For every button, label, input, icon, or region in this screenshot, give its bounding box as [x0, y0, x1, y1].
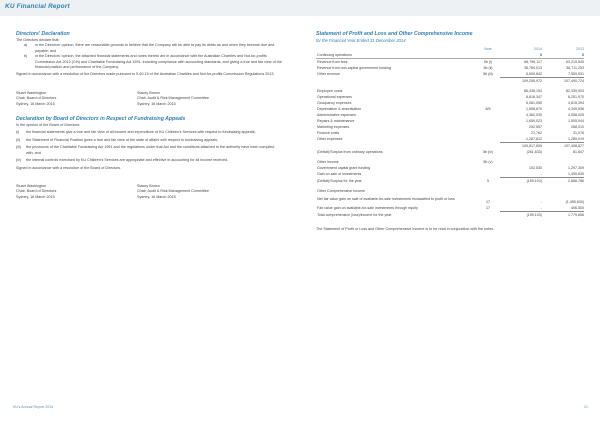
signatory-name: Stacey Brown — [137, 183, 160, 188]
declaration-item — [24, 54, 282, 70]
signatory — [16, 91, 137, 107]
row-label: Fair value gain on available-for-sale investments through equity — [317, 206, 418, 211]
right-column — [316, 31, 586, 232]
declaration-item-text: the Statement of Financial Position gives a true and fair view of the state of affairs with respect to fundraising appeals; — [26, 137, 218, 142]
row-label: Repairs & maintenance — [317, 119, 355, 123]
left-column — [16, 31, 282, 200]
directors-declaration-heading: Directors' Declaration — [16, 31, 70, 37]
table-row — [316, 194, 584, 205]
value-2013: 1,779,656 — [542, 212, 584, 219]
declaration-item — [16, 145, 282, 156]
declaration-item-text: the internal controls exercised by KU Children's Services are appropriate and effective in accounting for all income received. — [26, 158, 229, 163]
declaration-item-label: (ii) — [16, 137, 21, 142]
year-2013-column-header: 2013 — [576, 47, 584, 51]
note-column-header: Note — [484, 47, 492, 51]
declaration-item — [16, 158, 282, 163]
value-2013: (1,495,630) — [565, 199, 584, 204]
value-2013: 82,339,903 — [566, 89, 584, 93]
signatory — [137, 184, 277, 200]
value-2014: 5,690,842 — [526, 72, 542, 76]
value-2014: 66,796,117 — [524, 60, 542, 64]
row-label: Total comprehensive (loss)/income for the year — [317, 212, 392, 217]
row-label: (Deficit)/Surplus for the year — [317, 178, 362, 183]
value-2014: 102,530 — [529, 166, 542, 170]
row-label: Revenue from non-capital government funding — [317, 66, 391, 70]
declaration-item-label: (i) — [16, 130, 20, 135]
value-2013: 2,868,786 — [542, 178, 584, 185]
signatory-place-date: Sydney, 16 March 2015 — [16, 101, 55, 106]
row-label: Net fair value gain on sale of available-for-sale investments reclassified to profit or loss — [317, 196, 455, 201]
value-2013: 1,495,630 — [568, 172, 584, 176]
statement-subheading: for the Financial Year Ended 31 December 2014 — [316, 38, 406, 43]
row-label: Administrative expenses — [317, 113, 356, 117]
row-label: Operational expenses — [317, 95, 352, 99]
signatory-place-date: Sydney, 16 March 2015 — [16, 194, 55, 199]
revenue-total-2014: 109,255,972 — [500, 78, 542, 85]
value-2014: (159,103) — [500, 178, 542, 185]
value-2013: 7,559,931 — [568, 72, 584, 76]
row-label: Revenue from fees — [317, 60, 348, 64]
signatory-place-date: Sydney, 16 March 2015 — [137, 194, 176, 199]
currency-2014: $ — [500, 52, 542, 59]
fundraising-signoffs — [16, 184, 282, 200]
total-comprehensive-row — [316, 212, 584, 219]
row-note: 5b (iii) — [483, 72, 493, 77]
row-note: 17 — [486, 206, 490, 211]
directors-declaration-intro: The Directors declare that: — [16, 38, 60, 42]
declaration-item-label: (iv) — [16, 158, 22, 163]
value-2013: 4,815,394 — [568, 101, 584, 105]
signatory — [16, 184, 137, 200]
value-2013: 63,219,540 — [566, 60, 584, 64]
directors-signoffs — [16, 91, 282, 107]
row-label: Marketing expenses — [317, 125, 350, 129]
row-label: Depreciation & amortisation — [317, 107, 362, 111]
row-note: 17 — [486, 199, 490, 204]
value-2013: 406,500 — [571, 206, 584, 210]
row-note: 5 — [487, 178, 489, 183]
value-2013: 8,251,970 — [568, 95, 584, 99]
signatory-role: Chair, Audit & Risk Management Committee — [137, 96, 209, 101]
declaration-item-text: the financial statements give a true and fair view of all income and expenditure of KU Children's Services with respect to fundraising appeals; — [26, 130, 256, 135]
declaration-item — [24, 43, 282, 54]
signatory-role: Chair, Board of Directors — [16, 189, 57, 194]
signatory-role: Chair, Board of Directors — [16, 96, 57, 101]
value-2014: 1,659,023 — [526, 119, 542, 123]
row-note: 5b (ii) — [483, 66, 493, 70]
currency-2013: $ — [542, 52, 584, 59]
footer-report-name: KU's Annual Report 2014 — [13, 405, 54, 409]
report-title: KU Financial Report — [5, 3, 70, 10]
value-2014: 5,081,050 — [526, 101, 542, 105]
declaration-item — [16, 130, 282, 135]
row-label: Gain on sale of investments — [317, 172, 362, 177]
value-2013: 81,847 — [573, 150, 584, 154]
row-label: Other Income — [317, 160, 339, 164]
value-2014: 1,558,670 — [526, 107, 542, 111]
value-2013: 4,349,536 — [568, 107, 584, 111]
declaration-item-text: the provisions of the Charitable Fundraising Act 1991 and the regulations under that Act and the conditions attached to the authority have been complied with; and — [26, 145, 275, 155]
value-2013: 4,558,025 — [568, 113, 584, 117]
declaration-item-text: in the Directors' opinion, the attached financial statements and notes thereto are in accordance with the Australian Charities and Not-for-profits Commission Act 2012 (Cth) and Charitable Fundraising Act 1991, including compliance with accounting standards, and giving a true and fair view of the financial position and performance of the Company. — [35, 54, 282, 70]
row-note: 5b (i) — [483, 60, 493, 64]
signatory-role: Chair, Audit & Risk Management Committee — [137, 189, 209, 194]
declaration-item-label: a) — [24, 43, 28, 48]
expenses-total-2013: 107,408,877 — [542, 143, 584, 150]
signatory — [137, 91, 277, 107]
signatory-name: Stuart Washington — [16, 183, 47, 188]
profit-loss-table — [316, 46, 584, 218]
value-2013: 1,505,944 — [568, 119, 584, 123]
declaration-item-text: in the Directors' opinion, there are reasonable grounds to believe that the Company will be able to pay its debts as and when they become due and payable; and — [35, 43, 275, 53]
row-label: Occupancy expenses — [317, 101, 352, 105]
value-2014: (159,103) — [500, 212, 542, 219]
year-2014-column-header: 2014 — [534, 47, 542, 51]
page-footer — [0, 400, 600, 424]
row-label: Other revenue — [317, 72, 340, 77]
row-note: 5b (iv) — [483, 150, 493, 154]
signatory-name: Stuart Washington — [16, 90, 47, 95]
row-label: Employee costs — [317, 89, 343, 93]
value-2013: 31,076 — [573, 131, 584, 135]
row-label: Finance costs — [317, 131, 340, 135]
row-label: (Deficit)/Surplus from ordinary operations — [317, 150, 383, 154]
value-2014: 21,762 — [531, 131, 542, 135]
value-2014: - — [540, 206, 542, 210]
fundraising-declaration-intro: In the opinion of the Board of Directors: — [16, 123, 81, 128]
fundraising-declaration-heading: Declaration by Board of Directors in Respect of Fundraising Appeals — [16, 116, 186, 123]
value-2014: 292,557 — [529, 125, 542, 129]
value-2013: 1,297,309 — [568, 166, 584, 170]
page-number: 21 — [584, 405, 588, 409]
value-2013: 268,010 — [571, 125, 584, 129]
value-2014: (261,633) — [526, 150, 542, 154]
row-label: Continuing operations — [316, 52, 476, 59]
value-2014: 8,816,347 — [526, 95, 542, 99]
signatory-place-date: Sydney, 16 March 2015 — [137, 101, 176, 106]
value-2014: - — [540, 172, 542, 176]
declaration-item — [16, 138, 282, 143]
value-2014: 36,769,013 — [524, 66, 542, 70]
row-label: Other Comprehensive Income — [317, 189, 365, 193]
value-2013: 1,289,019 — [568, 137, 584, 141]
value-2014: 86,438,154 — [524, 89, 542, 93]
row-label: Other expenses — [317, 137, 343, 142]
value-2014: 4,362,030 — [526, 113, 542, 117]
revenue-total-2013: 107,490,724 — [542, 78, 584, 85]
statement-footnote: The Statement of Profit or Loss and Other Comprehensive Income is to be read in conjunction with the notes. — [316, 227, 495, 231]
value-2013: 36,711,253 — [566, 66, 584, 70]
fundraising-resolution: Signed in accordance with a resolution of the Board of Directors. — [16, 165, 122, 170]
value-2014: 1,287,812 — [526, 137, 542, 141]
statement-heading: Statement of Profit and Loss and Other Comprehensive Income — [316, 31, 473, 37]
declaration-item-label: b) — [24, 54, 28, 59]
row-note: 5b (v) — [483, 160, 493, 164]
value-2014: - — [540, 199, 542, 204]
row-note: 8/9 — [485, 107, 491, 111]
expenses-total-2014: 109,517,605 — [500, 143, 542, 150]
header-band — [0, 0, 600, 16]
declaration-item-label: (iii) — [16, 145, 21, 150]
directors-resolution: Signed in accordance with a resolution of the Directors made pursuant to S.60.15 of the Australian Charities and Not-for-profits Commission Regulations 2013. — [16, 72, 275, 77]
row-label: Government capital grant funding — [317, 166, 371, 170]
signatory-name: Stacey Brown — [137, 90, 160, 95]
